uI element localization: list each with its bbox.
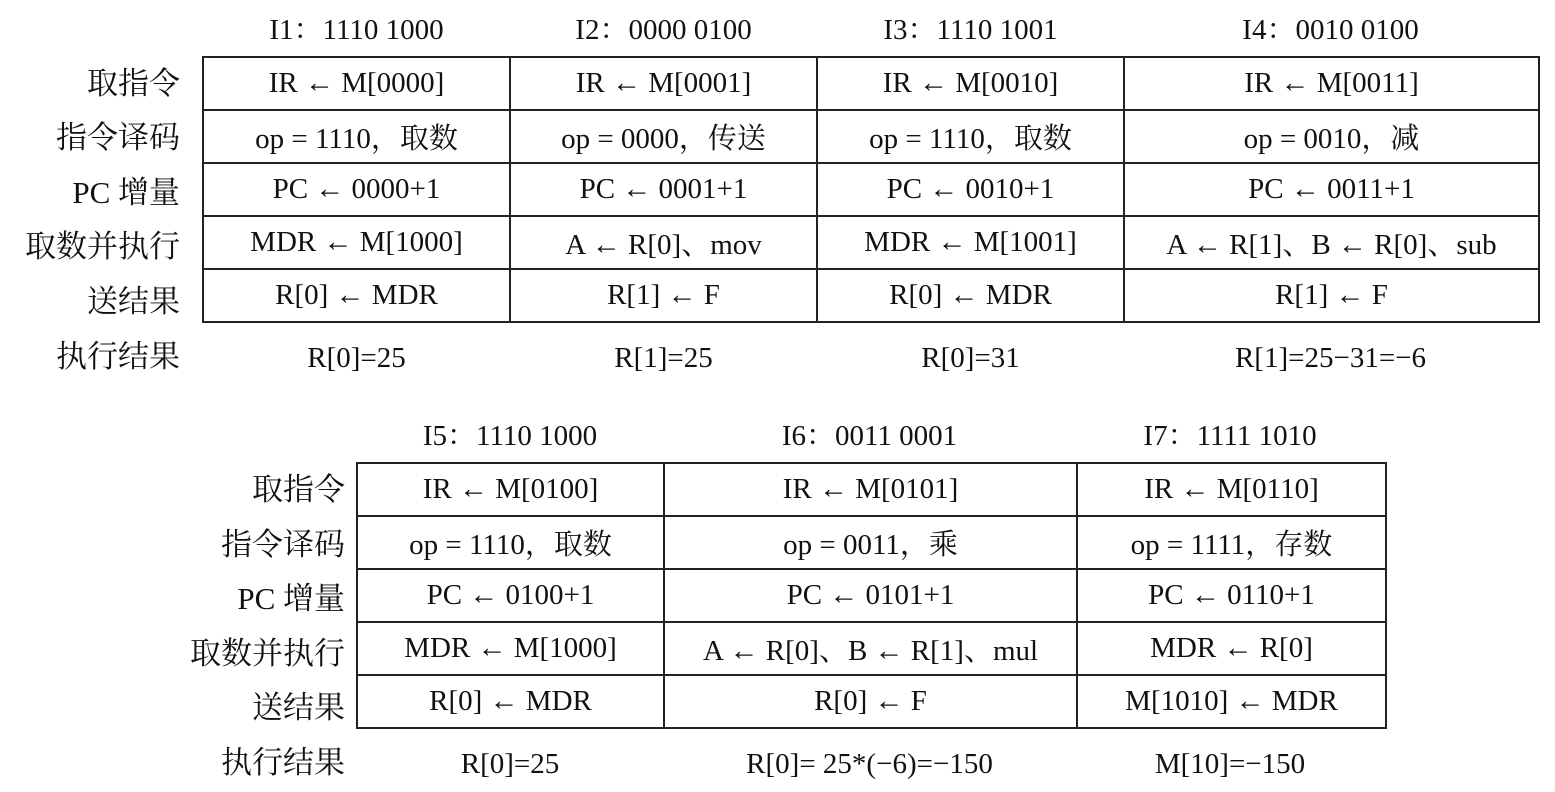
cell-i4-pc: PC ← 0011+1 [1124, 163, 1539, 216]
row-label-writeback: 送结果 [87, 284, 180, 319]
cell-i7-execute: MDR ← R[0] [1077, 622, 1386, 675]
row-label-fetch: 取指令 [252, 472, 345, 507]
row-label-decode: 指令译码 [221, 527, 345, 562]
cell-i1-decode: op = 1110，取数 [203, 110, 510, 163]
row-label-writeback: 送结果 [252, 690, 345, 725]
cell-i1-writeback: R[0] ← MDR [203, 269, 510, 322]
result-i3: R[0]=31 [921, 342, 1020, 374]
table-row-writeback [203, 269, 1539, 322]
cell-i4-decode: op = 0010，减 [1124, 110, 1539, 163]
row-label-decode: 指令译码 [56, 120, 180, 155]
cell-i4-fetch: IR ← M[0011] [1124, 57, 1539, 110]
result-i4: R[1]=25−31=−6 [1234, 342, 1427, 374]
cell-i2-pc: PC ← 0001+1 [510, 163, 817, 216]
cell-i1-pc: PC ← 0000+1 [203, 163, 510, 216]
cell-i5-writeback: R[0] ← MDR [357, 675, 664, 728]
top-instruction-table [202, 56, 1540, 323]
cell-i5-pc: PC ← 0100+1 [357, 569, 664, 622]
cell-i3-decode: op = 1110，取数 [817, 110, 1124, 163]
cell-i6-pc: PC ← 0101+1 [664, 569, 1077, 622]
instruction-header-i7: I7：1111 1010 [1143, 420, 1317, 452]
row-label-execute: 取数并执行 [190, 636, 345, 671]
instruction-header-i1: I1：1110 1000 [269, 14, 444, 46]
cell-i2-writeback: R[1] ← F [510, 269, 817, 322]
instruction-header-i5: I5：1110 1000 [422, 420, 598, 452]
cell-i6-fetch: IR ← M[0101] [664, 463, 1077, 516]
table-row-fetch [203, 57, 1539, 110]
result-i1: R[0]=25 [307, 342, 406, 374]
table-row-pc-increment [357, 569, 1386, 622]
cell-i3-execute: MDR ← M[1001] [817, 216, 1124, 269]
cell-i1-fetch: IR ← M[0000] [203, 57, 510, 110]
row-label-fetch: 取指令 [87, 66, 180, 101]
table-row-execute [203, 216, 1539, 269]
cell-i3-fetch: IR ← M[0010] [817, 57, 1124, 110]
table-row-decode [357, 516, 1386, 569]
result-i6: R[0]= 25*(−6)=−150 [746, 748, 993, 780]
table-row-decode [203, 110, 1539, 163]
instruction-header-i2: I2：0000 0100 [575, 14, 752, 46]
cell-i5-execute: MDR ← M[1000] [357, 622, 664, 675]
cell-i4-writeback: R[1] ← F [1124, 269, 1539, 322]
table-row-writeback [357, 675, 1386, 728]
row-label-result: 执行结果 [221, 745, 345, 780]
cell-i6-writeback: R[0] ← F [664, 675, 1077, 728]
table-row-fetch [357, 463, 1386, 516]
cell-i7-writeback: M[1010] ← MDR [1077, 675, 1386, 728]
row-label-execute: 取数并执行 [25, 229, 180, 264]
result-i7: M[10]=−150 [1154, 748, 1306, 780]
result-i5: R[0]=25 [460, 748, 560, 780]
cell-i2-fetch: IR ← M[0001] [510, 57, 817, 110]
cell-i7-pc: PC ← 0110+1 [1077, 569, 1386, 622]
cell-i5-fetch: IR ← M[0100] [357, 463, 664, 516]
instruction-header-i6: I6：0011 0001 [781, 420, 958, 452]
cell-i2-execute: A ← R[0]、mov [510, 216, 817, 269]
bottom-instruction-table [356, 462, 1387, 729]
cell-i7-decode: op = 1111，存数 [1077, 516, 1386, 569]
cell-i6-decode: op = 0011，乘 [664, 516, 1077, 569]
row-label-pc-increment: PC 增量 [72, 175, 180, 210]
table-row-execute [357, 622, 1386, 675]
cell-i5-decode: op = 1110，取数 [357, 516, 664, 569]
instruction-header-i4: I4：0010 0100 [1242, 14, 1419, 46]
cell-i3-pc: PC ← 0010+1 [817, 163, 1124, 216]
cell-i7-fetch: IR ← M[0110] [1077, 463, 1386, 516]
row-label-result: 执行结果 [56, 339, 180, 374]
cell-i2-decode: op = 0000，传送 [510, 110, 817, 163]
instruction-header-i3: I3：1110 1001 [883, 14, 1058, 46]
result-i2: R[1]=25 [614, 342, 713, 374]
cell-i1-execute: MDR ← M[1000] [203, 216, 510, 269]
table-row-pc-increment [203, 163, 1539, 216]
row-label-pc-increment: PC 增量 [237, 581, 345, 616]
cell-i6-execute: A ← R[0]、B ← R[1]、mul [664, 622, 1077, 675]
cell-i3-writeback: R[0] ← MDR [817, 269, 1124, 322]
cell-i4-execute: A ← R[1]、B ← R[0]、sub [1124, 216, 1539, 269]
